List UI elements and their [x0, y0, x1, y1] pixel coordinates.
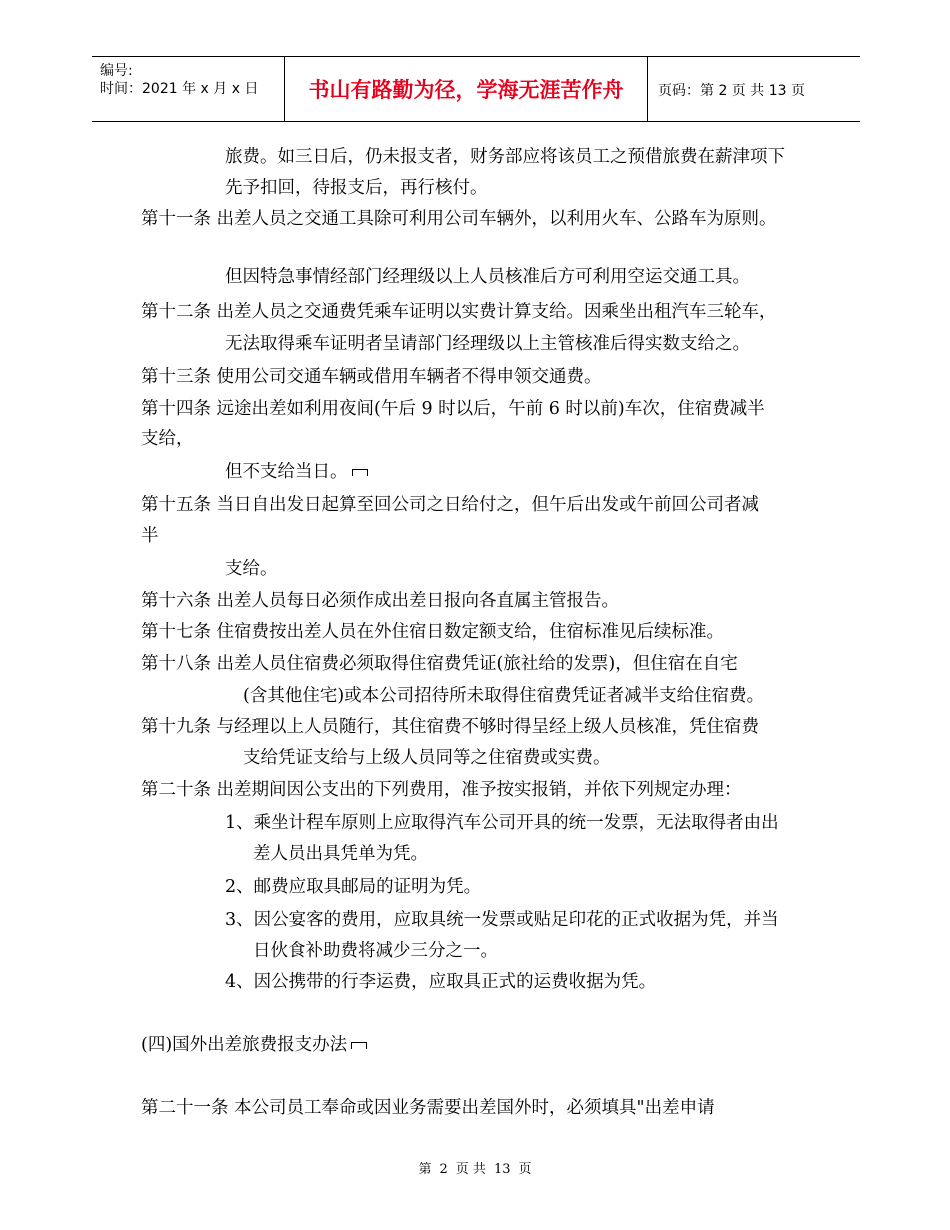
- body-line: 支给，: [141, 429, 194, 449]
- body-line: [225, 461, 368, 483]
- article-13-line: 第十三条 使用公司交通车辆或借用车辆者不得申领交通费。: [141, 367, 602, 387]
- bracket-mark-icon: [351, 1042, 367, 1049]
- header-page-indicator: 页码：第 2 页 共 13 页: [658, 83, 805, 99]
- body-line: 半: [141, 526, 159, 546]
- body-line: 差人员出具凭单为凭。: [253, 844, 428, 864]
- footer-mid: 页 共: [455, 1162, 486, 1177]
- list-item: 1、乘坐计程车原则上应取得汽车公司开具的统一发票，无法取得者由出: [225, 813, 779, 833]
- document-code-label: 编号:: [100, 63, 133, 79]
- body-line: 旅费。如三日后，仍未报支者，财务部应将该员工之预借旅费在薪津项下: [225, 147, 785, 167]
- list-item: 2、邮费应取具邮局的证明为凭。: [225, 877, 482, 897]
- article-21-line: 第二十一条 本公司员工奉命或因业务需要出差国外时，必须填具"出差申请: [141, 1098, 715, 1118]
- article-15-line: 第十五条 当日自出发日起算至回公司之日给付之，但午后出发或午前回公司者减: [141, 495, 760, 515]
- footer-prefix: 第: [418, 1162, 432, 1177]
- header-divider-right: [647, 56, 648, 122]
- section-heading: [141, 1034, 367, 1056]
- list-item: 3、因公宴客的费用，应取具统一发票或贴足印花的正式收据为凭，并当: [225, 910, 779, 930]
- footer-suffix: 页: [518, 1162, 532, 1177]
- article-20-line: 第二十条 出差期间因公支出的下列费用，准予按实报销，并依下列规定办理：: [141, 780, 742, 800]
- header-slogan: 书山有路勤为径，学海无涯苦作舟: [308, 78, 624, 102]
- document-date-label: 时间：2021 年 x 月 x 日: [100, 81, 259, 97]
- body-line-text: 但不支给当日。: [225, 462, 348, 482]
- article-12-line: 第十二条 出差人员之交通费凭乘车证明以实费计算支给。因乘坐出租汽车三轮车，: [141, 302, 777, 322]
- footer-total-pages: 13: [493, 1162, 511, 1177]
- body-line: 先予扣回，待报支后，再行核付。: [225, 178, 488, 198]
- article-14-line: 第十四条 远途出差如利用夜间(午后 9 时以后，午前 6 时以前)车次，住宿费减半: [141, 399, 765, 419]
- body-line: 但因特急事情经部门经理级以上人员核准后方可利用空运交通工具。: [225, 267, 750, 287]
- list-item: 4、因公携带的行李运费，应取具正式的运费收据为凭。: [225, 972, 657, 992]
- body-line: (含其他住宅)或本公司招待所未取得住宿费凭证者减半支给住宿费。: [243, 686, 765, 706]
- section-heading-text: (四)国外出差旅费报支办法: [141, 1035, 348, 1055]
- body-line: 日伙食补助费将减少三分之一。: [253, 941, 498, 961]
- article-19-line: 第十九条 与经理以上人员随行，其住宿费不够时得呈经上级人员核准，凭住宿费: [141, 717, 760, 737]
- page-footer: [0, 1158, 950, 1177]
- bracket-mark-icon: [352, 469, 368, 476]
- body-line: 支给。: [225, 559, 278, 579]
- article-17-line: 第十七条 住宿费按出差人员在外住宿日数定额支给，住宿标准见后续标准。: [141, 622, 725, 642]
- body-line: 支给凭证支给与上级人员同等之住宿费或实费。: [243, 748, 611, 768]
- body-line: 无法取得乘车证明者呈请部门经理级以上主管核准后得实数支给之。: [225, 334, 750, 354]
- footer-page-number: 2: [439, 1162, 448, 1177]
- article-16-line: 第十六条 出差人员每日必须作成出差日报向各直属主管报告。: [141, 591, 620, 611]
- article-11-line: 第十一条 出差人员之交通工具除可利用公司车辆外，以利用火车、公路车为原则。: [141, 209, 777, 229]
- article-18-line: 第十八条 出差人员住宿费必须取得住宿费凭证(旅社给的发票)，但住宿在自宅: [141, 654, 738, 674]
